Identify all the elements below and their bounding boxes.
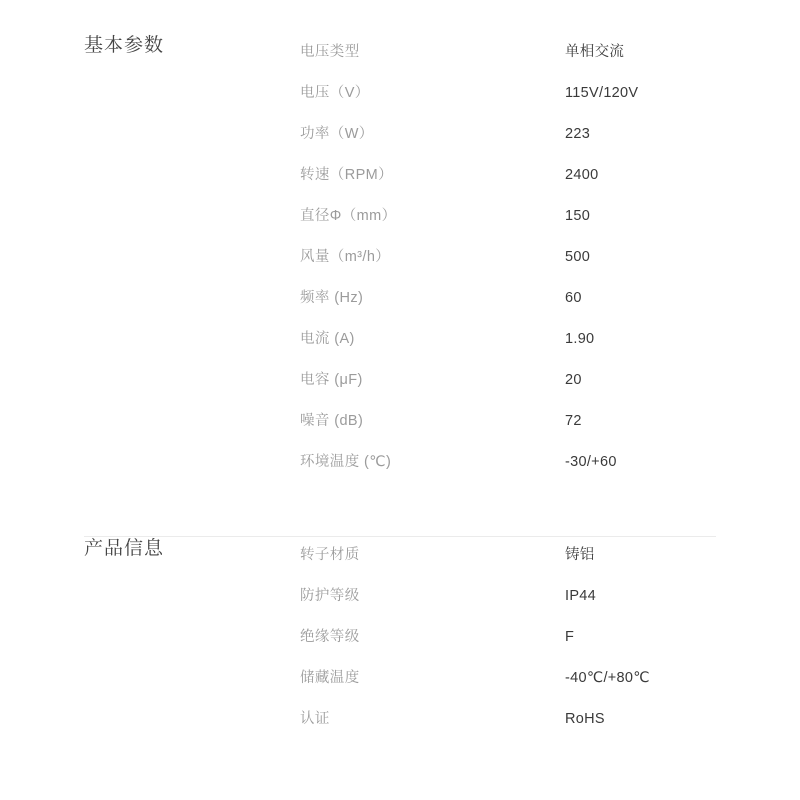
section-product-information <box>0 483 800 740</box>
spec-value: 223 <box>565 126 591 142</box>
spec-label: 转速（RPM） <box>300 167 394 183</box>
spec-row <box>300 576 800 617</box>
spec-row <box>300 699 800 740</box>
spec-value: 铸铝 <box>565 547 595 563</box>
spec-value: IP44 <box>565 588 597 604</box>
spec-label: 储藏温度 <box>300 670 360 686</box>
spec-row <box>300 278 800 319</box>
spec-label: 环境温度 (℃) <box>300 454 392 470</box>
spec-value: 20 <box>565 372 582 388</box>
spec-list-basic-parameters <box>300 32 800 483</box>
spec-label: 防护等级 <box>300 588 360 604</box>
spec-row <box>300 617 800 658</box>
spec-value: 500 <box>565 249 591 265</box>
spec-label: 认证 <box>300 711 330 727</box>
spec-value: 单相交流 <box>565 44 625 60</box>
section-divider <box>84 536 716 537</box>
spec-row <box>300 196 800 237</box>
spec-row <box>300 319 800 360</box>
spec-label: 功率（W） <box>300 126 374 142</box>
spec-label: 电流 (A) <box>300 331 355 347</box>
spec-value: 1.90 <box>565 331 595 347</box>
spec-list-product-information <box>300 535 800 740</box>
spec-label: 频率 (Hz) <box>300 290 364 306</box>
spec-row <box>300 535 800 576</box>
spec-row <box>300 73 800 114</box>
spec-label: 噪音 (dB) <box>300 413 364 429</box>
spec-label: 绝缘等级 <box>300 629 360 645</box>
spec-label: 电压（V） <box>300 85 370 101</box>
spec-value: 150 <box>565 208 591 224</box>
spec-row <box>300 401 800 442</box>
spec-label: 直径Φ（mm） <box>300 208 397 224</box>
spec-row <box>300 442 800 483</box>
section-title-product-information: 产品信息 <box>84 538 165 559</box>
spec-value: F <box>565 629 575 645</box>
spec-row <box>300 155 800 196</box>
spec-row <box>300 32 800 73</box>
spec-value: -30/+60 <box>565 454 617 470</box>
spec-value: 115V/120V <box>565 85 639 101</box>
section-title-basic-parameters: 基本参数 <box>84 35 165 56</box>
spec-label: 转子材质 <box>300 547 360 563</box>
spec-row <box>300 237 800 278</box>
spec-value: RoHS <box>565 711 605 727</box>
spec-label: 电压类型 <box>300 44 360 60</box>
spec-row <box>300 658 800 699</box>
spec-row <box>300 114 800 155</box>
spec-value: 60 <box>565 290 582 306</box>
spec-value: 72 <box>565 413 582 429</box>
spec-value: -40℃/+80℃ <box>565 670 650 686</box>
spec-label: 电容 (μF) <box>300 372 363 388</box>
spec-row <box>300 360 800 401</box>
spec-value: 2400 <box>565 167 599 183</box>
spec-label: 风量（m³/h） <box>300 249 391 265</box>
